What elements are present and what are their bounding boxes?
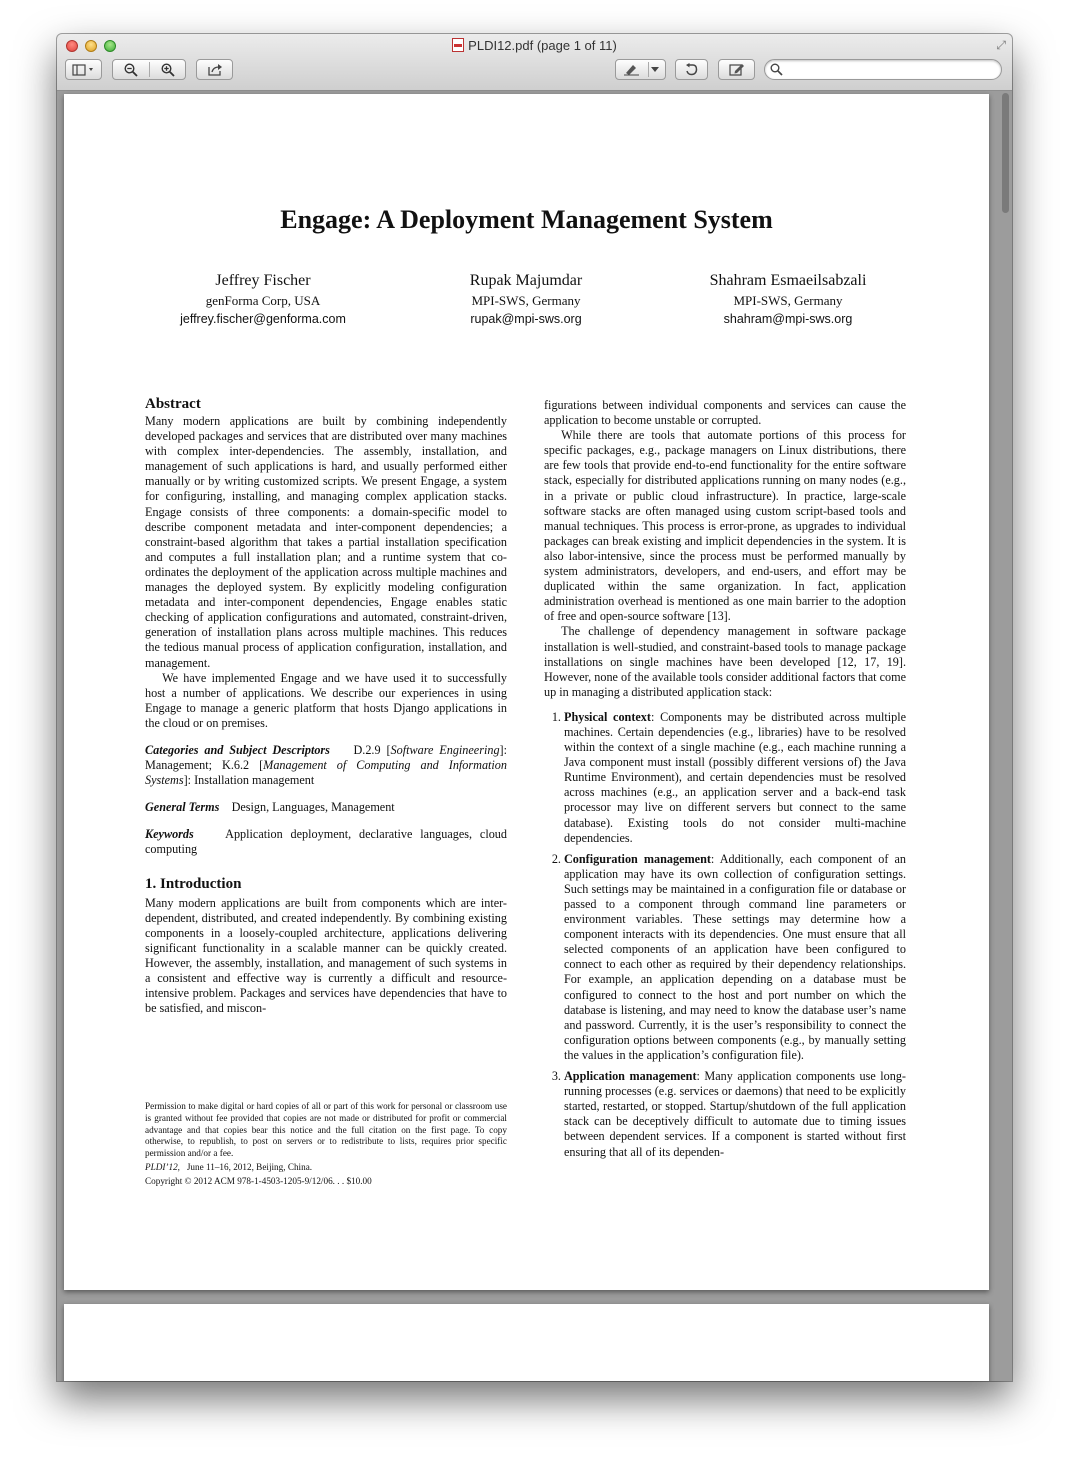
window-title-area	[57, 37, 1012, 55]
abstract-paragraph: Many modern applications are built by combining independently developed packages and services that are distributed over many machines with complex inter-dependencies. The assembly, installation, and management of such applications is hard, and usually performed either manually or by writing customized scripts. We present Engage, a system for configuring, installing, and managing complex application stacks. Engage consists of three components: a domain-specific model to describe component metadata and inter-component dependencies; a constraint-based algorithm that takes a partial installation specification and computes a full installation plan; and a runtime system that co-ordinates the deployment of the application across multiple machines and manages the deployed system. By explicitly modeling configuration metadata and inter-component dependencies, Engage enables static checking of application configurations and automated, constraint-driven, generation of installation plans across multiple machines. This reduces the tedious manual process of application configuration, installation, and management.	[145, 414, 507, 670]
keywords: Keywords Application deployment, declarative languages, cloud computing	[145, 827, 507, 857]
conference-line: PLDI’12, June 11–16, 2012, Beijing, China.	[145, 1161, 313, 1172]
abstract-heading: Abstract	[145, 396, 201, 412]
annotate-icon	[729, 63, 745, 76]
author-affiliation: MPI-SWS, Germany	[471, 293, 581, 308]
vertical-scrollbar[interactable]	[999, 93, 1011, 1379]
author-block	[148, 270, 378, 328]
right-column	[544, 398, 906, 1166]
sidebar-view-button[interactable]	[65, 59, 102, 80]
scrollbar-thumb[interactable]	[1002, 93, 1009, 213]
preview-window	[57, 34, 1012, 1381]
section-heading: 1. Introduction	[145, 875, 242, 892]
zoom-segment	[112, 59, 186, 80]
pdf-page-1	[64, 94, 989, 1290]
permission-text: Permission to make digital or hard copies of all or part of this work for personal or classroom use is granted without fee provided that copies are not made or distributed for profit or commercial advantage and that copies bear this notice and the full citation on the first page. To copy otherwise, to republish, to post on servers or to redistribute to lists, requires prior specific permission and/or a fee.	[145, 1101, 507, 1159]
abstract-paragraph: We have implemented Engage and we have used it to successfully host a number of applications. We describe our experiences in using Engage to manage a generic platform that hosts Django applications in the cloud or on premises.	[145, 670, 507, 730]
sidebar-view-icon	[72, 64, 96, 76]
list-item: 1. Physical context: Components may be distributed across multiple machines. Certain dependencies (e.g., libraries) have to be resolved within the context of a single machine (e.g., each machine running a Java component must install (possibly different versions of) the Java Runtime Environment), and certain dependencies must be resolved across machines (e.g., an application server and a back-end task processor may live on different servers but connect to the same database). Existing tools do not consider multi-machine dependencies.	[564, 710, 906, 846]
intro-paragraph: Many modern applications are built from components which are inter-dependent, distributed, and created independently. By combining existing components in a loosely-coupled architecture, applications delivering significant functionality in a scalable manner can be quickly created. However, the assembly, installation, and management of such systems in a consistent and effective way is currently a difficult and resource-intensive problem. Packages and services have dependencies that have to be satisfied, and miscon-	[145, 895, 507, 1016]
title-bar	[57, 34, 1012, 91]
zoom-in-icon	[161, 63, 175, 77]
annotate-button[interactable]	[718, 59, 755, 80]
author-name: Jeffrey Fischer	[215, 272, 311, 289]
body-paragraph: While there are tools that automate portions of this process for specific packages, e.g., package managers on Linux distributions, there are few tools that provide end-to-end functionality for the entire software stack, especially for distributed applications running on many nodes (e.g., in a private or public cloud infrastructure). In practice, large-scale software stacks are often managed using custom script-based tools and manual techniques. This process is error-prone, as upgrades to individual packages can break existing and implicit dependencies in the system. It is also labor-intensive, since the process must be performed manually by system administrators, developers, and end-users, and effort may be duplicated within the same organization. In fact, application administration overhead is mentioned as one main barrier to the adoption of free and open-source software [13].	[544, 428, 906, 624]
share-button[interactable]	[196, 59, 233, 80]
fullscreen-icon[interactable]: ⤢	[996, 38, 1006, 52]
zoom-out-icon	[124, 63, 138, 77]
permission-notice	[145, 1101, 507, 1188]
paper-title: Engage: A Deployment Management System	[280, 205, 773, 234]
pdf-page-2	[64, 1304, 989, 1381]
pdf-file-icon	[452, 38, 464, 52]
author-block	[411, 270, 641, 328]
markup-button[interactable]	[615, 59, 666, 80]
author-affiliation: genForma Corp, USA	[205, 293, 321, 308]
author-email: shahram@mpi-sws.org	[723, 312, 853, 326]
author-name: Shahram Esmaeilsabzali	[709, 272, 867, 289]
list-item: 3. Application management: Many application components use long-running processes (e.g. services or daemons) that need to be explicitly started, restarted, or stopped. Startup/shutdown of the full application stack can be deceptively difficult to automate due to timing issues between dependent services. If a component is started without first ensuring that all of its dependen-	[564, 1069, 906, 1160]
search-input[interactable]	[787, 61, 992, 77]
factor-list	[544, 710, 906, 1160]
window-title: PLDI12.pdf (page 1 of 11)	[468, 38, 617, 53]
categories-descriptors: Categories and Subject Descriptors D.2.9 [Software Engineering]: Management; K.6.2 [Management of Computing and Information Systems]: Installation management	[145, 742, 507, 788]
body-paragraph: figurations between individual components and services can cause the application to become unstable or corrupted.	[544, 398, 906, 428]
zoom-in-button[interactable]	[150, 60, 186, 79]
search-field[interactable]	[764, 59, 1002, 80]
chevron-down-icon	[651, 67, 659, 73]
rotate-icon	[685, 63, 698, 76]
zoom-out-button[interactable]	[113, 60, 149, 79]
body-paragraph: The challenge of dependency management in software package installation is well-studied, and constraint-based tools to manage package installations on single machines have been developed [12, 17, 19]. However, none of the available tools consider additional factors that come up in managing a distributed application stack:	[544, 624, 906, 699]
general-terms: General Terms Design, Languages, Management	[145, 800, 395, 815]
author-name: Rupak Majumdar	[469, 272, 583, 289]
author-email: jeffrey.fischer@genforma.com	[180, 312, 346, 326]
author-affiliation: MPI-SWS, Germany	[733, 293, 843, 308]
highlighter-icon	[623, 63, 641, 76]
rotate-button[interactable]	[675, 59, 708, 80]
share-icon	[207, 63, 223, 76]
left-column	[145, 394, 507, 1016]
list-item: 2. Configuration management: Additionally, each component of an application may have its own collection of configuration settings. Such settings may be maintained in a configuration file or database or passed to a component through command line parameters or environment variables. These settings may determine how a component interacts with its dependencies. One must ensure that all selected components of an application have been configured to connect to each other as required by their dependency relationships. For example, an application depending on a database must be configured to connect to the host and port number on which the database is listening, and may need to know the database user’s name and password. Currently, it is the user’s responsibility to connect the configuration options between components (e.g., by manually setting the values in the application’s configuration file).	[564, 852, 906, 1063]
author-block	[673, 270, 903, 328]
document-view[interactable]	[57, 91, 1012, 1381]
author-email: rupak@mpi-sws.org	[470, 312, 582, 326]
search-icon	[770, 63, 783, 76]
copyright-line: Copyright © 2012 ACM 978-1-4503-1205-9/12/06. . . $10.00	[145, 1175, 372, 1186]
